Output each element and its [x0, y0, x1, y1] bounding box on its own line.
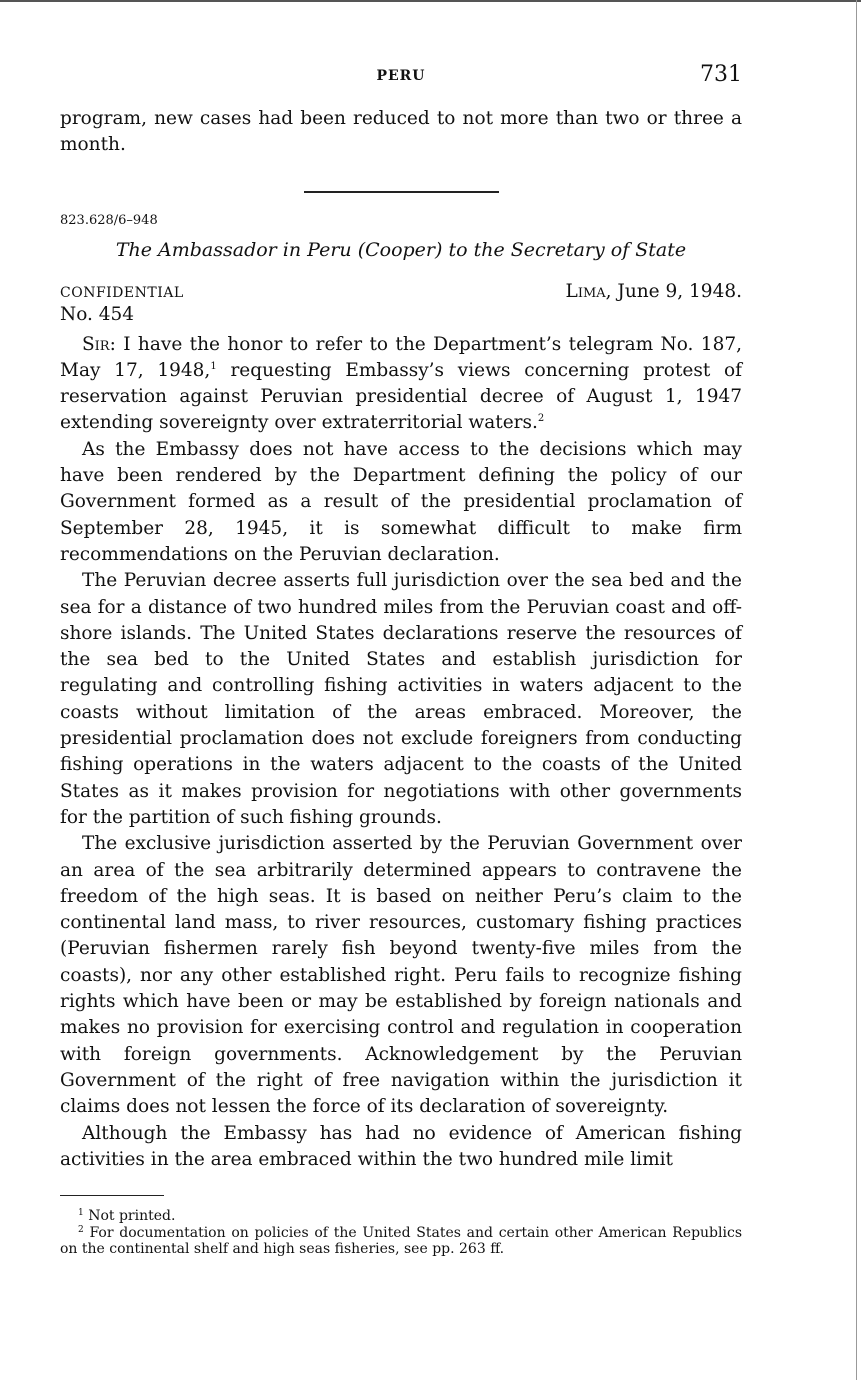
page-number: 731	[700, 62, 742, 87]
paragraph-1	[60, 332, 742, 437]
footnote-1-text: Not printed.	[88, 1208, 176, 1224]
document-title: The Ambassador in Peru (Cooper) to the Secretary of State	[115, 238, 687, 261]
paragraph-5: Although the Embassy has had no evidence of American fishing activities in the area embraced within the two hundred mile limit	[60, 1122, 742, 1170]
top-page-edge	[0, 0, 861, 2]
classification: CONFIDENTIAL	[60, 284, 184, 301]
date: , June 9, 1948.	[605, 280, 742, 302]
continuation-paragraph: program, new cases had been reduced to not more than two or three a month.	[60, 108, 742, 156]
page-header	[60, 62, 742, 92]
salutation: Sir	[82, 333, 110, 355]
paragraph-1-text-a: : I have the honor to refer to the Department’s telegram No. 187, May 17, 1948,	[60, 333, 742, 381]
document-number: No. 454	[60, 303, 135, 325]
section-separator	[304, 191, 499, 193]
page-body	[60, 106, 742, 1173]
place: Lima	[565, 280, 606, 302]
footnote-rule	[60, 1195, 164, 1196]
paragraph-3: The Peruvian decree asserts full jurisdiction over the sea bed and the sea for a distance of two hundred miles from the Peruvian coast and off-shore islands. The United States declarations reserve the resources of the sea bed to the United States and establish jurisdiction for regulating and controlling fishing activities in waters adjacent to the coasts without limitation of the areas embraced. Moreover, the presidential proclamation does not exclude foreigners from conducting fishing operations in the waters adjacent to the coasts of the United States as it makes provision for negotiations with other governments for the partition of such fishing grounds.	[60, 570, 742, 828]
paragraph-2: As the Embassy does not have access to the decisions which may have been rendered by the Department defining the policy of our Government formed as a result of the presidential proclamation of September 28, 1945, it is somewhat difficult to make firm recommendations on the Peruvian declaration.	[60, 438, 742, 565]
dateline	[566, 281, 742, 302]
footnote-1-mark: 1	[78, 1208, 84, 1218]
running-head: PERU	[376, 68, 426, 84]
footnote-2	[60, 1225, 742, 1258]
paragraph-1-text-b: requesting Embassy’s views concerning protest of reservation against Peruvian presidential decree of August 1, 1947 extending sovereignty over extraterritorial waters.	[60, 359, 742, 434]
footnote-2-text: For documentation on policies of the United States and certain other American Republics on the continental shelf and high seas fisheries, see pp. 263 ff.	[60, 1224, 742, 1257]
file-number: 823.628/6–948	[60, 212, 158, 228]
right-page-edge	[856, 0, 857, 1380]
document-meta	[60, 281, 742, 302]
footnote-ref-2: 2	[537, 413, 545, 425]
footnote-ref-1: 1	[210, 360, 217, 372]
footnotes	[60, 1195, 742, 1258]
footnote-1	[60, 1208, 742, 1225]
footnote-2-mark: 2	[78, 1224, 84, 1235]
paragraph-4: The exclusive jurisdiction asserted by the Peruvian Government over an area of the sea arbitrarily determined appears to contravene the freedom of the high seas. It is based on neither Peru’s claim to the continental land mass, to river resources, customary fishing practices (Peruvian fishermen rarely fish beyond twenty-five miles from the coasts), nor any other established right. Peru fails to recognize fishing rights which have been or may be established by foreign nationals and makes no provision for exercising control and regulation in cooperation with foreign governments. Acknowledgement by the Peruvian Government of the right of free navigation within the jurisdiction it claims does not lessen the force of its declaration of sovereignty.	[60, 833, 742, 1118]
